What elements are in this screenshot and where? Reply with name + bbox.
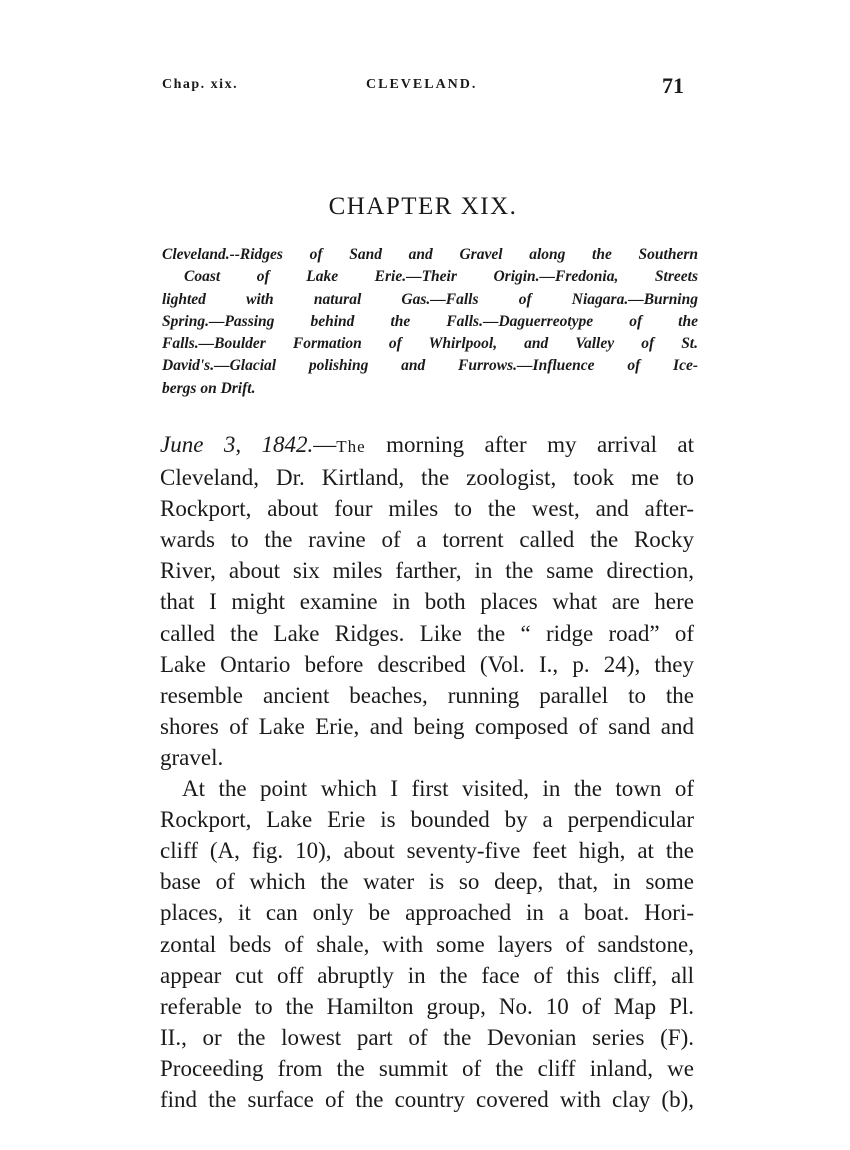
- body-line: resemble ancient beaches, running parallel to the: [160, 682, 694, 708]
- body-first-line: [160, 429, 694, 462]
- body-line: shores of Lake Erie, and being composed of sand and: [160, 713, 694, 739]
- opening-date: June 3, 1842.: [160, 432, 314, 457]
- running-head: [162, 73, 684, 101]
- body-line: gravel.: [160, 744, 224, 770]
- summary-line: Coast of Lake Erie.—Their Origin.—Fredonia, Streets: [184, 268, 698, 286]
- body-line: wards to the ravine of a torrent called the Rocky: [160, 527, 694, 553]
- summary-line: Falls.—Boulder Formation of Whirlpool, and Valley of St.: [162, 335, 698, 353]
- body-line: Rockport, Lake Erie is bounded by a perpendicular: [160, 807, 694, 833]
- summary-line: Spring.—Passing behind the Falls.—Daguerreotype of the: [162, 312, 698, 330]
- body-line: zontal beds of shale, with some layers of sandstone,: [160, 931, 694, 957]
- body-line: appear cut off abruptly in the face of this cliff, all: [160, 962, 694, 988]
- body-line: places, it can only be approached in a boat. Hori-: [160, 900, 694, 926]
- body-line: find the surface of the country covered with clay (b),: [160, 1086, 694, 1112]
- body-line: II., or the lowest part of the Devonian series (F).: [160, 1024, 694, 1050]
- body-line: called the Lake Ridges. Like the “ ridge road” of: [160, 620, 694, 646]
- body-line: Proceeding from the summit of the cliff inland, we: [160, 1055, 694, 1081]
- body-line: base of which the water is so deep, that, in some: [160, 869, 694, 895]
- opening-line-rest: morning after my arrival at: [386, 432, 694, 457]
- body-line: River, about six miles farther, in the same direction,: [160, 558, 694, 584]
- body-line: Lake Ontario before described (Vol. I., p. 24), they: [160, 651, 694, 677]
- summary-line: David's.—Glacial polishing and Furrows.—Influence of Ice-: [162, 357, 698, 375]
- body-text: [160, 429, 694, 1115]
- summary-line: bergs on Drift.: [162, 379, 256, 397]
- body-line: that I might examine in both places what are here: [160, 589, 694, 615]
- running-head-chapter: Chap. xix.: [162, 77, 239, 92]
- opening-lead-word: The: [336, 437, 366, 456]
- page-number: 71: [662, 73, 684, 98]
- body-line: At the point which I first visited, in the town of: [182, 776, 694, 802]
- body-line: cliff (A, fig. 10), about seventy-five feet high, at the: [160, 838, 694, 864]
- chapter-title: CHAPTER XIX.: [328, 193, 518, 220]
- chapter-summary: [162, 244, 698, 400]
- running-head-title: CLEVELAND.: [366, 77, 478, 92]
- body-line: referable to the Hamilton group, No. 10 of Map Pl.: [160, 993, 694, 1019]
- summary-line: Cleveland.--Ridges of Sand and Gravel along the Southern: [162, 246, 698, 263]
- body-line: Rockport, about four miles to the west, and after-: [160, 496, 694, 522]
- body-line: Cleveland, Dr. Kirtland, the zoologist, took me to: [160, 465, 694, 491]
- opening-dash: —: [313, 432, 337, 457]
- summary-line: lighted with natural Gas.—Falls of Niagara.—Burning: [162, 290, 698, 308]
